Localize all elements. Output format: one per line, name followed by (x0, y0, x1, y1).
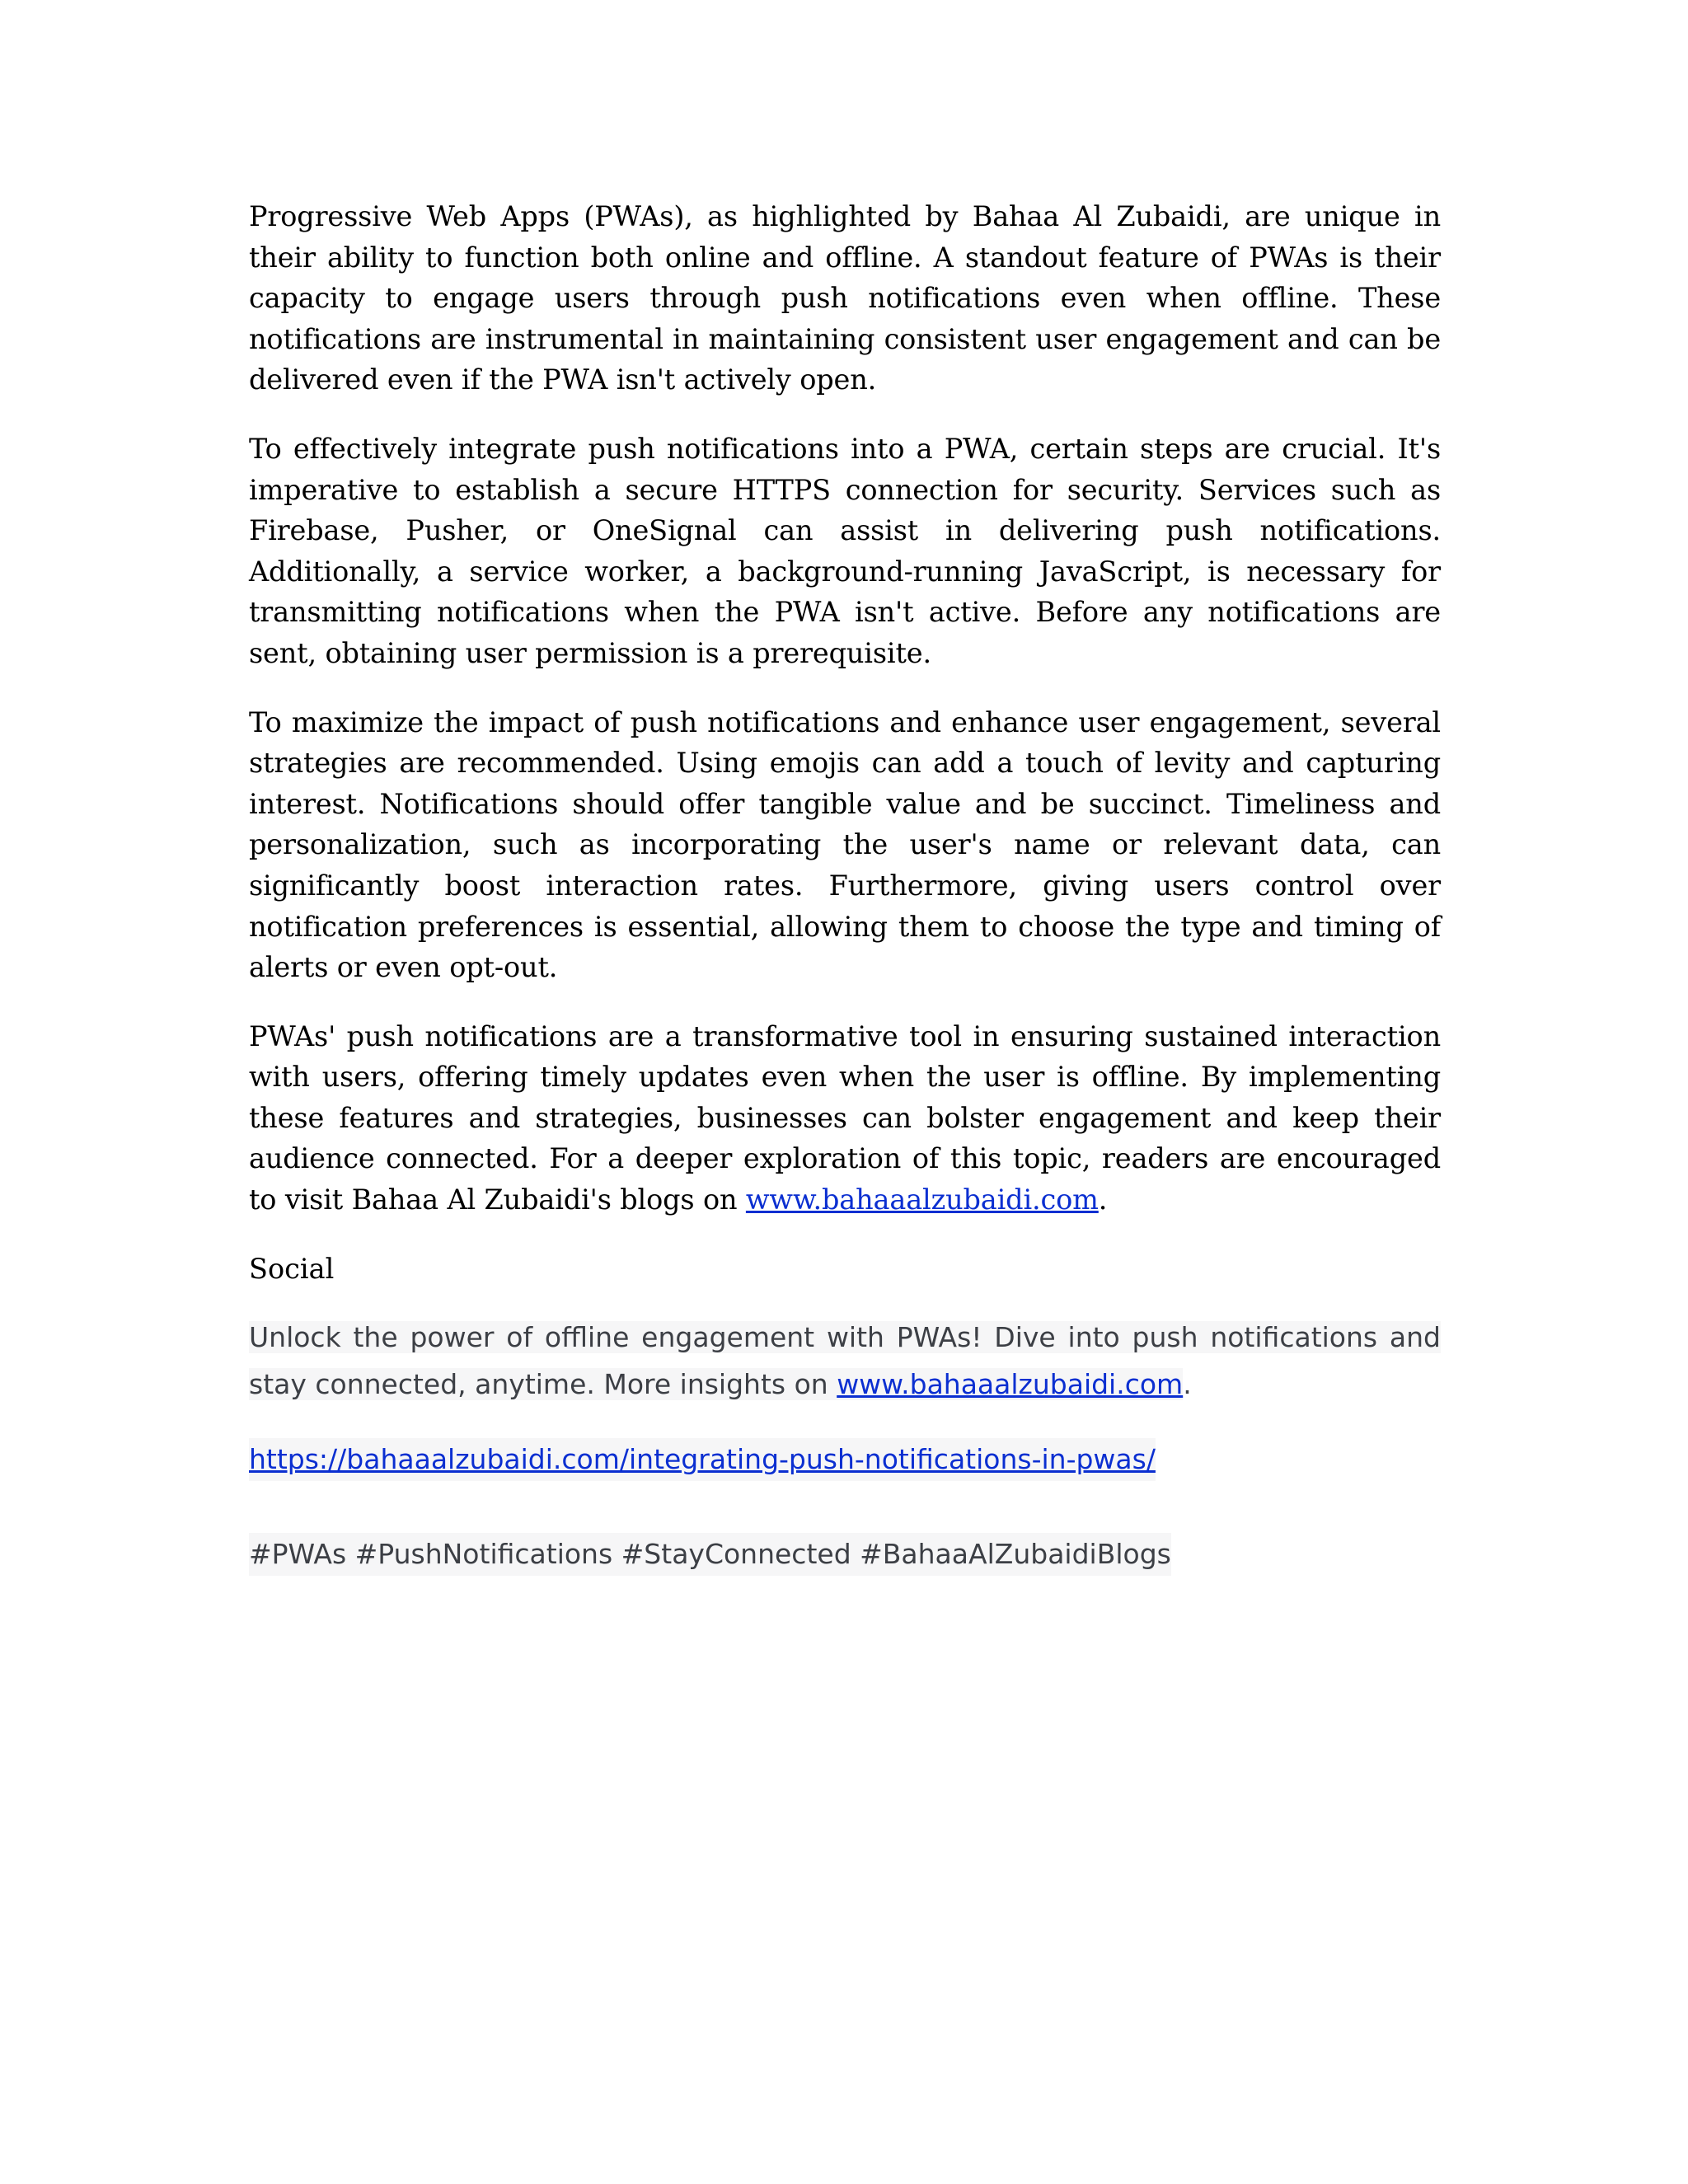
social-post (249, 1314, 1441, 1408)
social-post-period: . (1183, 1368, 1192, 1401)
social-url-row (249, 1436, 1441, 1506)
social-post-link[interactable]: www.bahaaalzubaidi.com (837, 1368, 1184, 1401)
document-page (249, 196, 1441, 1577)
hashtags-row (249, 1530, 1441, 1577)
blog-link[interactable]: www.bahaaalzubaidi.com (745, 1183, 1099, 1216)
article-url-link[interactable]: https://bahaaalzubaidi.com/integrating-push-notifications-in-pwas/ (249, 1438, 1156, 1481)
closing-text: PWAs' push notifications are a transformative tool in ensuring sustained interaction with users, offering timely updates even when the user is offline. By implementing these features and strategies, businesses can bolster engagement and keep their audience connected. For a deeper exploration of this topic, readers are encouraged to visit Bahaa Al Zubaidi's blogs on (249, 1019, 1441, 1216)
paragraph-intro: Progressive Web Apps (PWAs), as highlighted by Bahaa Al Zubaidi, are unique in their ability to function both online and offline. A standout feature of PWAs is their capacity to engage users through push notifications even when offline. These notifications are instrumental in maintaining consistent user engagement and can be delivered even if the PWA isn't actively open. (249, 200, 1441, 396)
social-post-text: Unlock the power of offline engagement with PWAs! Dive into push notifications and stay connected, anytime. More insights on (249, 1321, 1441, 1401)
social-post-body (249, 1321, 1441, 1400)
paragraph-integration-steps: To effectively integrate push notifications into a PWA, certain steps are crucial. It's imperative to establish a secure HTTPS connection for security. Services such as Firebase, Pusher, or OneSignal can assist in delivering push notifications. Additionally, a service worker, a background-running JavaScript, is necessary for transmitting notifications when the PWA isn't active. Before any notifications are sent, obtaining user permission is a prerequisite. (249, 432, 1441, 669)
paragraph-strategies: To maximize the impact of push notifications and enhance user engagement, several strategies are recommended. Using emojis can add a touch of levity and capturing interest. Notifications should offer tangible value and be succinct. Timeliness and personalization, such as incorporating the user's name or relevant data, can significantly boost interaction rates. Furthermore, giving users control over notification preferences is essential, allowing them to choose the type and timing of alerts or even opt-out. (249, 705, 1441, 984)
closing-period: . (1098, 1183, 1108, 1216)
hashtags: #PWAs #PushNotifications #StayConnected #BahaaAlZubaidiBlogs (249, 1533, 1171, 1576)
social-heading: Social (249, 1252, 335, 1285)
paragraph-closing (249, 1016, 1441, 1221)
social-section (249, 1314, 1441, 1577)
